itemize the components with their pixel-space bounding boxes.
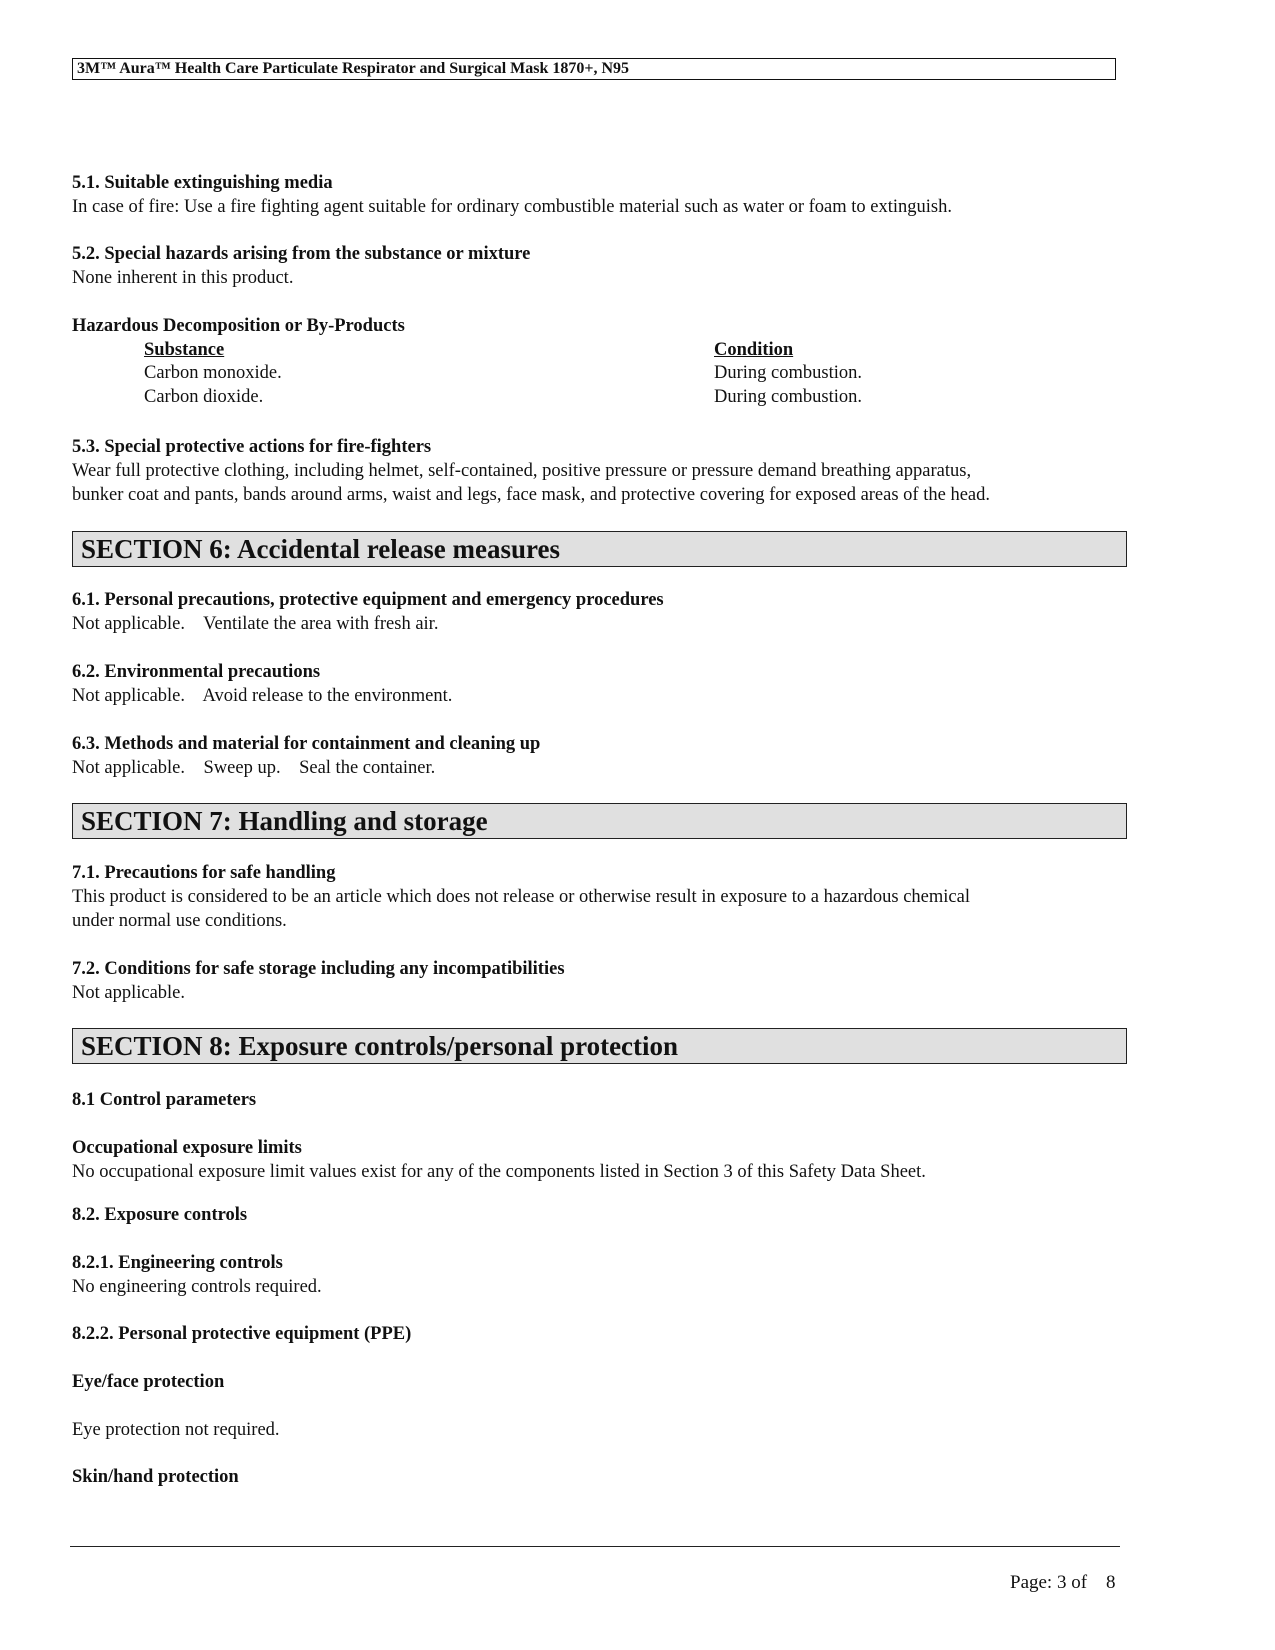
- subsection-5-3-text-line2: bunker coat and pants, bands around arms, waist and legs, face mask, and protective covering for exposed areas of the head.: [72, 485, 990, 505]
- subsection-8-1-heading: 8.1 Control parameters: [72, 1090, 257, 1110]
- table-header-substance: Substance: [144, 340, 225, 360]
- subsection-5-3-text-line1: Wear full protective clothing, including helmet, self-contained, positive pressure or pressure demand breathing apparatus,: [72, 461, 972, 481]
- subsection-7-1-text-line2: under normal use conditions.: [72, 911, 287, 931]
- section-8-title: SECTION 8: Exposure controls/personal protection: [72, 1028, 1127, 1064]
- subsection-6-1-text: Not applicable. Ventilate the area with fresh air.: [72, 614, 439, 634]
- table-cell-condition: During combustion.: [714, 363, 862, 383]
- subsection-6-2-heading: 6.2. Environmental precautions: [72, 662, 321, 682]
- subsection-6-2-text: Not applicable. Avoid release to the environment.: [72, 686, 453, 706]
- table-cell-substance: Carbon monoxide.: [144, 363, 282, 383]
- subsection-6-3-heading: 6.3. Methods and material for containment and cleaning up: [72, 734, 541, 754]
- subsection-7-2-heading: 7.2. Conditions for safe storage including any incompatibilities: [72, 959, 565, 979]
- occupational-exposure-limits-text: No occupational exposure limit values exist for any of the components listed in Section 3 of this Safety Data Sheet.: [72, 1162, 926, 1182]
- subsection-5-1-heading: 5.1. Suitable extinguishing media: [72, 173, 333, 193]
- subsection-5-2-text: None inherent in this product.: [72, 268, 294, 288]
- section-6-title: SECTION 6: Accidental release measures: [72, 531, 1127, 567]
- subsection-8-2-1-heading: 8.2.1. Engineering controls: [72, 1253, 283, 1273]
- eye-face-protection-text: Eye protection not required.: [72, 1420, 280, 1440]
- subsection-8-2-1-text: No engineering controls required.: [72, 1277, 322, 1297]
- subsection-5-2-heading: 5.2. Special hazards arising from the substance or mixture: [72, 244, 531, 264]
- table-cell-substance: Carbon dioxide.: [144, 387, 264, 407]
- page-number: Page: 3 of 8: [1010, 1572, 1116, 1593]
- footer-divider: [70, 1546, 1120, 1547]
- eye-face-protection-heading: Eye/face protection: [72, 1372, 225, 1392]
- hazardous-decomposition-heading: Hazardous Decomposition or By-Products: [72, 316, 405, 336]
- subsection-8-2-2-heading: 8.2.2. Personal protective equipment (PPE): [72, 1324, 412, 1344]
- subsection-5-1-text: In case of fire: Use a fire fighting agent suitable for ordinary combustible material such as water or foam to extinguish.: [72, 197, 953, 217]
- occupational-exposure-limits-heading: Occupational exposure limits: [72, 1138, 302, 1158]
- subsection-7-2-text: Not applicable.: [72, 983, 186, 1003]
- section-7-title: SECTION 7: Handling and storage: [72, 803, 1127, 839]
- table-cell-condition: During combustion.: [714, 387, 862, 407]
- document-header-product-name: 3M™ Aura™ Health Care Particulate Respirator and Surgical Mask 1870+, N95: [72, 58, 1116, 80]
- subsection-7-1-text-line1: This product is considered to be an article which does not release or otherwise result in exposure to a hazardous chemical: [72, 887, 970, 907]
- subsection-6-1-heading: 6.1. Personal precautions, protective equipment and emergency procedures: [72, 590, 664, 610]
- skin-hand-protection-heading: Skin/hand protection: [72, 1467, 239, 1487]
- table-header-condition: Condition: [714, 340, 794, 360]
- subsection-7-1-heading: 7.1. Precautions for safe handling: [72, 863, 336, 883]
- subsection-8-2-heading: 8.2. Exposure controls: [72, 1205, 248, 1225]
- subsection-6-3-text: Not applicable. Sweep up. Seal the container.: [72, 758, 436, 778]
- subsection-5-3-heading: 5.3. Special protective actions for fire-fighters: [72, 437, 432, 457]
